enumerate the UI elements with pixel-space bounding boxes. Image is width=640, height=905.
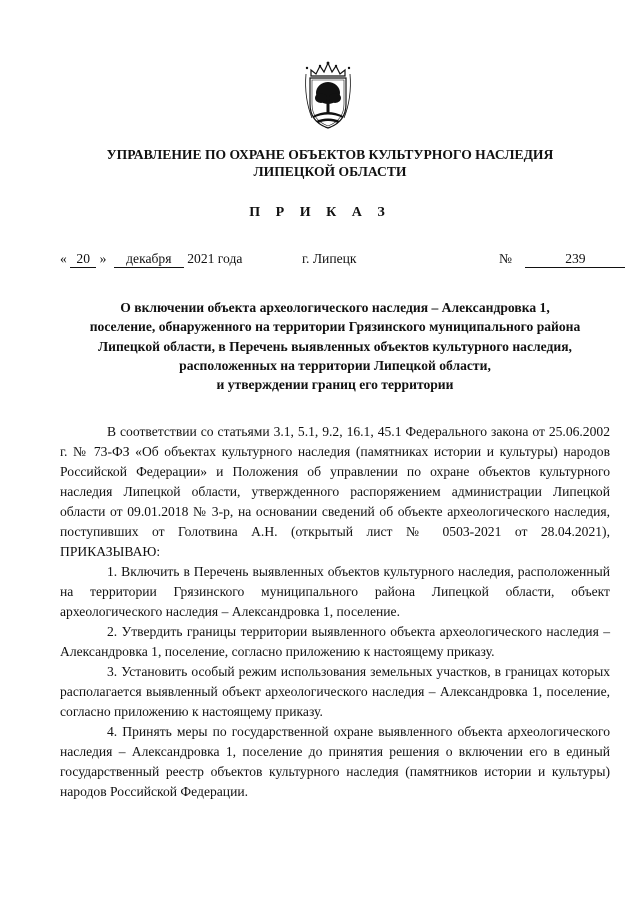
order-body: [60, 422, 610, 802]
order-item-2: 2. Утвердить границы территории выявленного объекта археологического наследия – Александровка 1, поселение, согласно приложению к настоящему приказу.: [60, 624, 610, 659]
number-sign: №: [499, 251, 512, 266]
order-item-1: 1. Включить в Перечень выявленных объектов культурного наследия, расположенный на территории Грязинского муниципального района Липецкой области, объект археологического наследия – Александровка 1, поселение.: [60, 564, 610, 619]
order-subject: [60, 298, 610, 394]
date-quote-open: «: [60, 251, 67, 266]
order-number: [499, 250, 625, 268]
lipetsk-coat-of-arms-icon: [302, 58, 354, 130]
subject-line: поселение, обнаруженного на территории Грязинского муниципального района: [89, 319, 581, 335]
subject-line: Липецкой области, в Перечень выявленных объектов культурного наследия,: [98, 338, 572, 354]
date-day: 20: [70, 251, 96, 268]
order-date: [60, 250, 242, 268]
subject-line: и утверждении границ его территории: [216, 377, 454, 393]
organization-name-line1: УПРАВЛЕНИЕ ПО ОХРАНЕ ОБЪЕКТОВ КУЛЬТУРНОГО НАСЛЕДИЯ: [106, 147, 554, 162]
preamble-paragraph: В соответствии со статьями 3.1, 5.1, 9.2, 16.1, 45.1 Федерального закона от 25.06.2002 г. № 73-ФЗ «Об объектах культурного наследия (памятниках истории и культуры) народов Российской Федерации» и Положения об управлении по охране объектов культурного наследия Липецкой области, утвержденного распоряжением администрации Липецкой области от 09.01.2018 № 3-р, на основании сведений об объекте археологического наследия, поступивших от Голотвина А.Н. (открытый лист № 0503-2021 от 28.04.2021), ПРИКАЗЫВАЮ:: [60, 424, 610, 559]
organization-name: [40, 146, 620, 180]
number-value: 239: [525, 251, 625, 268]
subject-line: расположенных на территории Липецкой области,: [179, 357, 491, 373]
organization-name-line2: ЛИПЕЦКОЙ ОБЛАСТИ: [253, 164, 407, 179]
order-item-3: 3. Установить особый режим использования земельных участков, в границах которых располагается выявленный объект археологического наследия – Александровка 1, поселение, согласно приложению к настоящему приказу.: [60, 664, 610, 719]
document-type-title: П Р И К А З: [249, 205, 391, 220]
date-year: 2021 года: [187, 251, 243, 266]
date-quote-close: »: [99, 251, 107, 266]
subject-line: О включении объекта археологического наследия – Александровка 1,: [120, 300, 550, 315]
date-month: декабря: [114, 251, 184, 268]
order-place: г. Липецк: [302, 251, 357, 266]
order-item-4: 4. Принять меры по государственной охране выявленного объекта археологического наследия – Александровка 1, поселение до принятия решения о включении его в единый государственный реестр объектов культурного наследия (памятников истории и культуры) народов Российской Федерации.: [60, 724, 610, 799]
